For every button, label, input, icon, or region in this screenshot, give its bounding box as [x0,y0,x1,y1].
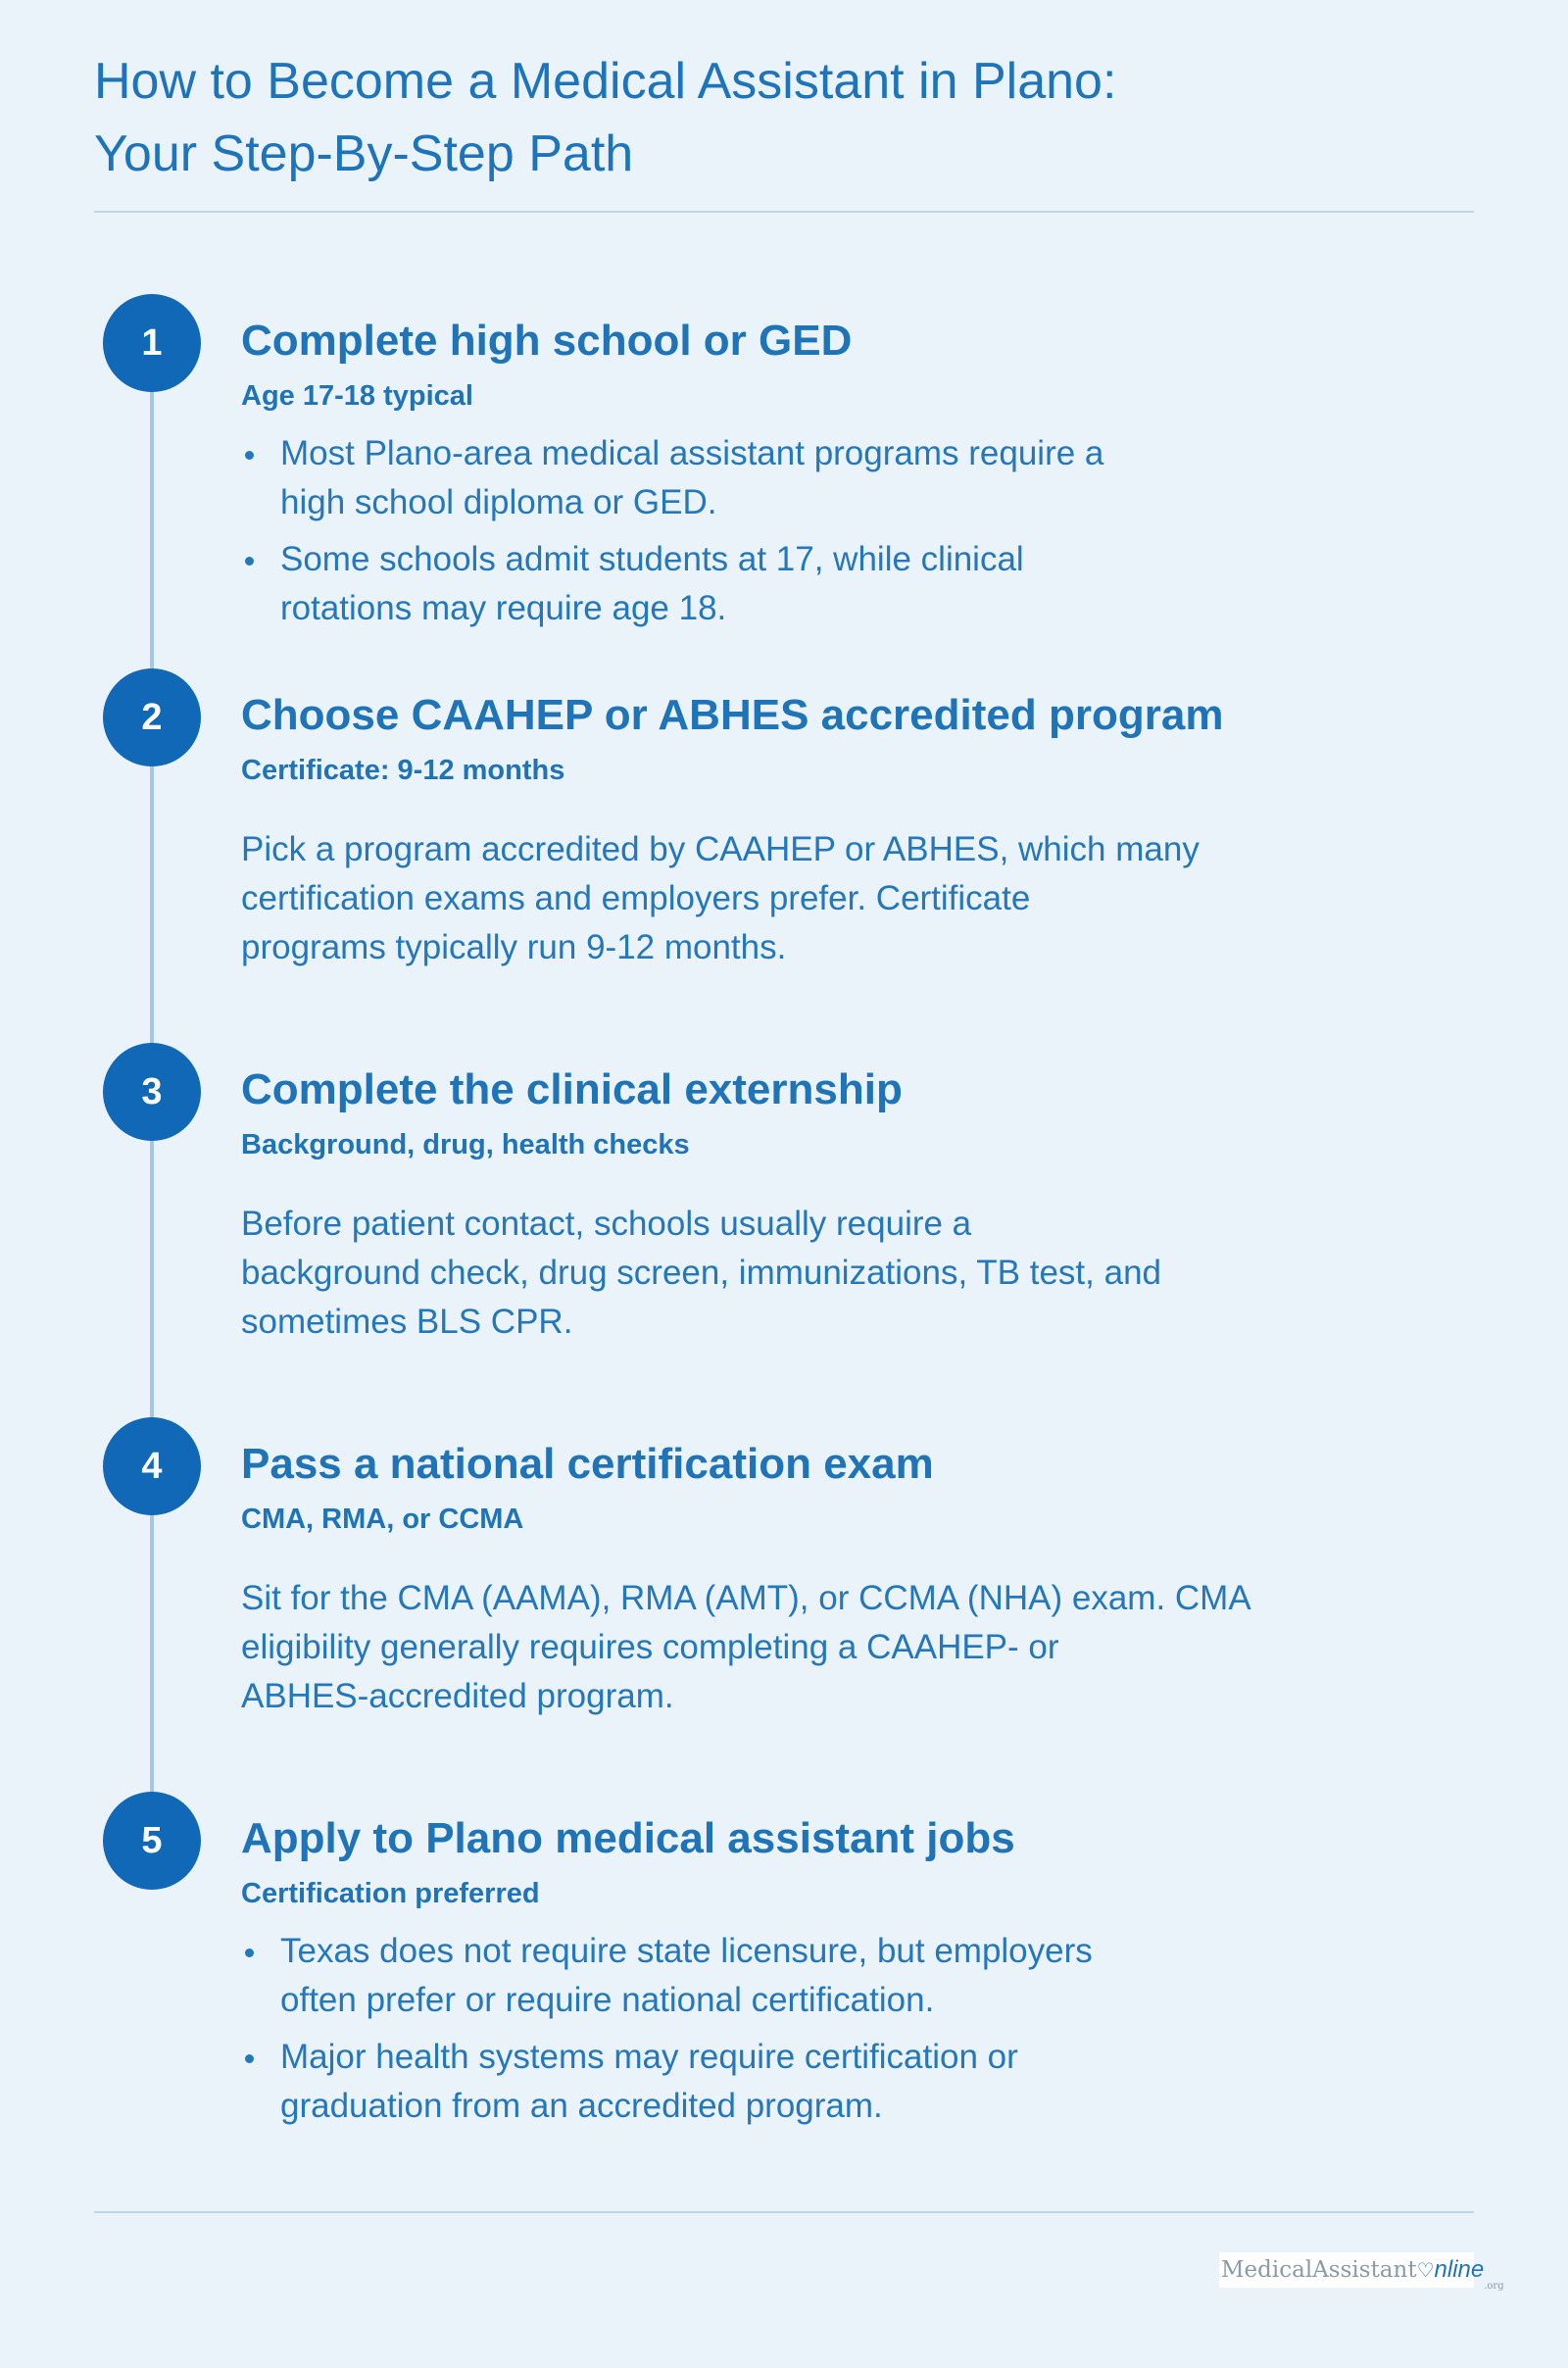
step-title: Choose CAAHEP or ABHES accredited program [241,691,1224,739]
step-title: Pass a national certification exam [241,1440,934,1488]
description-line: certification exams and employers prefer. Certificate [241,879,1031,917]
list-item [241,1927,1093,2025]
step-number-badge: 3 [103,1043,201,1141]
step-title: Apply to Plano medical assistant jobs [241,1814,1015,1862]
description-line: ABHES-accredited program. [241,1677,674,1715]
step-subtitle: CMA, RMA, or CCMA [241,1504,524,1535]
top-divider [94,211,1474,213]
description-line: programs typically run 9-12 months. [241,928,787,966]
description-line: Sit for the CMA (AAMA), RMA (AMT), or CCMA (NHA) exam. CMA [241,1579,1251,1617]
step-subtitle: Age 17-18 typical [241,380,473,412]
page-title-line-2: Your Step-By-Step Path [94,125,634,182]
list-item [241,535,1103,633]
description-line: Before patient contact, schools usually require a [241,1205,972,1243]
list-item-line: often prefer or require national certification. [280,1981,935,2019]
step-number-badge: 1 [103,294,201,392]
step-title: Complete high school or GED [241,317,853,365]
description-line: Pick a program accredited by CAAHEP or ABHES, which many [241,830,1200,868]
list-item-line: rotations may require age 18. [280,589,727,627]
logo-text-main: MedicalAssistant [1221,2257,1417,2283]
step-bullet-list [241,425,1103,633]
page-title [94,45,1368,190]
step-description [241,825,1200,972]
list-item [241,429,1103,527]
step-subtitle: Background, drug, health checks [241,1129,690,1160]
list-item [241,2033,1093,2131]
step-description [241,1200,1161,1347]
step-number-badge: 2 [103,668,201,766]
step-number-badge: 5 [103,1792,201,1890]
step-bullet-list [241,1923,1093,2131]
bottom-divider [94,2211,1474,2213]
list-item-line: Most Plano-area medical assistant programs require a [280,434,1104,472]
description-line: eligibility generally requires completing a CAAHEP- or [241,1628,1059,1666]
list-item-line: Major health systems may require certification or [280,2038,1018,2076]
list-item-line: Some schools admit students at 17, while clinical [280,540,1024,578]
description-line: sometimes BLS CPR. [241,1303,573,1341]
description-line: background check, drug screen, immunizations, TB test, and [241,1254,1162,1292]
list-item-line: Texas does not require state licensure, but employers [280,1932,1093,1970]
step-description [241,1574,1251,1721]
step-number-badge: 4 [103,1417,201,1515]
step-title: Complete the clinical externship [241,1065,903,1113]
heart-icon: ♡ [1416,2258,1435,2282]
logo-text-tld: .org [1484,2281,1504,2292]
logo-text-accent: nline [1434,2256,1485,2283]
site-logo [1219,2252,1504,2292]
list-item-line: high school diploma or GED. [280,483,717,521]
page-title-line-1: How to Become a Medical Assistant in Plano: [94,53,1117,110]
step-subtitle: Certificate: 9-12 months [241,755,565,786]
step-subtitle: Certification preferred [241,1878,540,1909]
list-item-line: graduation from an accredited program. [280,2087,883,2125]
